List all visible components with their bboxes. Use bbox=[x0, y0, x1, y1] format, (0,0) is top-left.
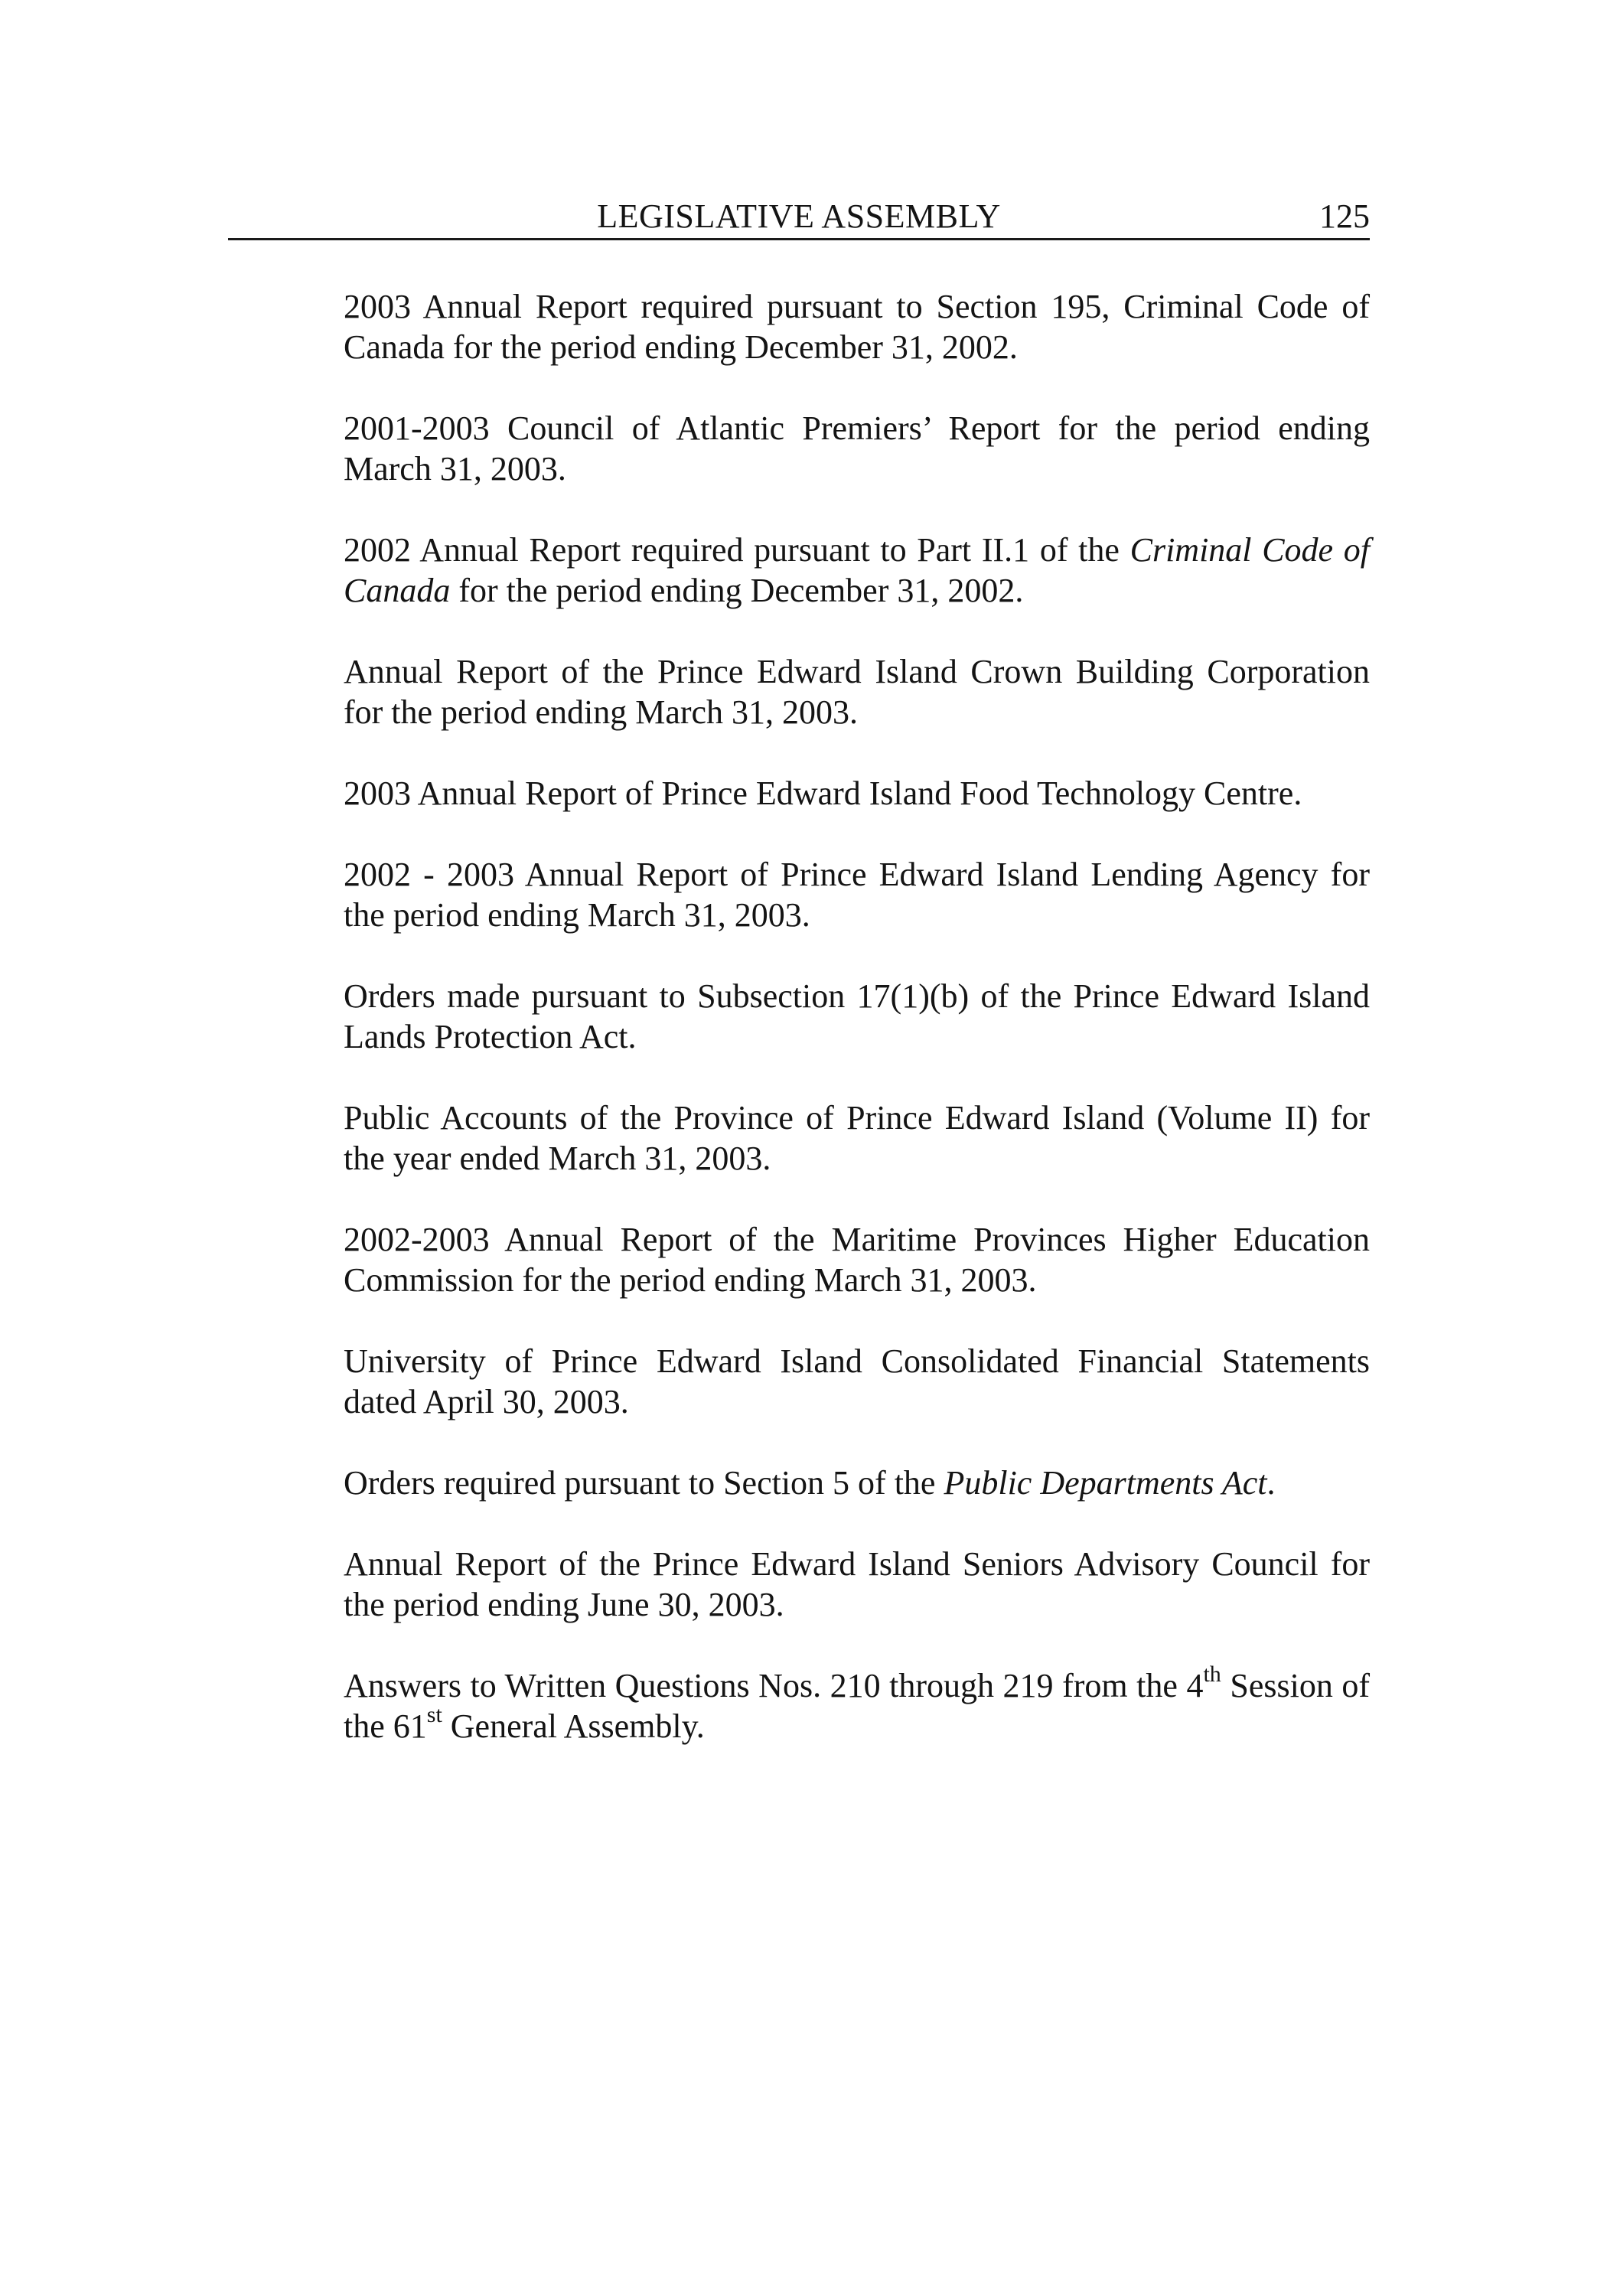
entry-text: University of Prince Edward Island Consolidated Financial Statements dated April 30, 2003. bbox=[344, 1342, 1370, 1420]
entry-text: 2001-2003 Council of Atlantic Premiers’ Report for the period ending March 31, 2003. bbox=[344, 409, 1370, 488]
list-item bbox=[344, 1097, 1370, 1179]
entry-text: Annual Report of the Prince Edward Island Seniors Advisory Council for the period ending June 30, 2003. bbox=[344, 1545, 1370, 1623]
list-item bbox=[344, 1219, 1370, 1300]
entry-italic-title: Criminal Code of Canada bbox=[344, 531, 1370, 609]
entry-text: 2002 - 2003 Annual Report of Prince Edward Island Lending Agency for the period ending March 31, 2003. bbox=[344, 856, 1370, 934]
running-title: LEGISLATIVE ASSEMBLY bbox=[597, 197, 1001, 235]
entry-text: 2003 Annual Report required pursuant to Section 195, Criminal Code of Canada for the period ending December 31, 2002. bbox=[344, 288, 1370, 366]
list-item bbox=[344, 854, 1370, 935]
entry-text: Answers to Written Questions Nos. 210 through 219 from the 4 bbox=[344, 1667, 1204, 1704]
running-header bbox=[228, 195, 1370, 240]
list-item bbox=[344, 1463, 1370, 1503]
entry-text: 2003 Annual Report of Prince Edward Island Food Technology Centre. bbox=[344, 775, 1302, 812]
entry-text: Annual Report of the Prince Edward Island Crown Building Corporation for the period ending March 31, 2003. bbox=[344, 653, 1370, 731]
list-item bbox=[344, 976, 1370, 1057]
page-number: 125 bbox=[1319, 197, 1370, 235]
entry-text: . bbox=[1266, 1464, 1276, 1502]
entry-text: for the period ending December 31, 2002. bbox=[450, 572, 1024, 609]
entry-text: Session of the 61 bbox=[344, 1667, 1371, 1745]
entry-italic-title: Public Departments Act bbox=[944, 1464, 1267, 1502]
tabled-documents-list bbox=[344, 286, 1370, 1787]
list-item bbox=[344, 1341, 1370, 1422]
entry-text: 2002-2003 Annual Report of the Maritime Provinces Higher Education Commission for the period ending March 31, 2003. bbox=[344, 1221, 1370, 1299]
list-item bbox=[344, 286, 1370, 367]
entry-text: Orders made pursuant to Subsection 17(1)(b) of the Prince Edward Island Lands Protection Act. bbox=[344, 977, 1370, 1055]
entry-text: General Assembly. bbox=[442, 1707, 705, 1745]
entry-text: Orders required pursuant to Section 5 of the bbox=[344, 1464, 944, 1502]
entry-text: Public Accounts of the Province of Prince Edward Island (Volume II) for the year ended March 31, 2003. bbox=[344, 1099, 1370, 1177]
entry-text: 2002 Annual Report required pursuant to Part II.1 of the bbox=[344, 531, 1130, 569]
list-item bbox=[344, 651, 1370, 732]
ordinal-suffix: st bbox=[426, 1702, 442, 1728]
ordinal-suffix: th bbox=[1203, 1662, 1221, 1688]
list-item bbox=[344, 408, 1370, 489]
list-item bbox=[344, 530, 1370, 611]
list-item bbox=[344, 1544, 1370, 1625]
list-item bbox=[344, 773, 1370, 814]
list-item bbox=[344, 1662, 1371, 1746]
